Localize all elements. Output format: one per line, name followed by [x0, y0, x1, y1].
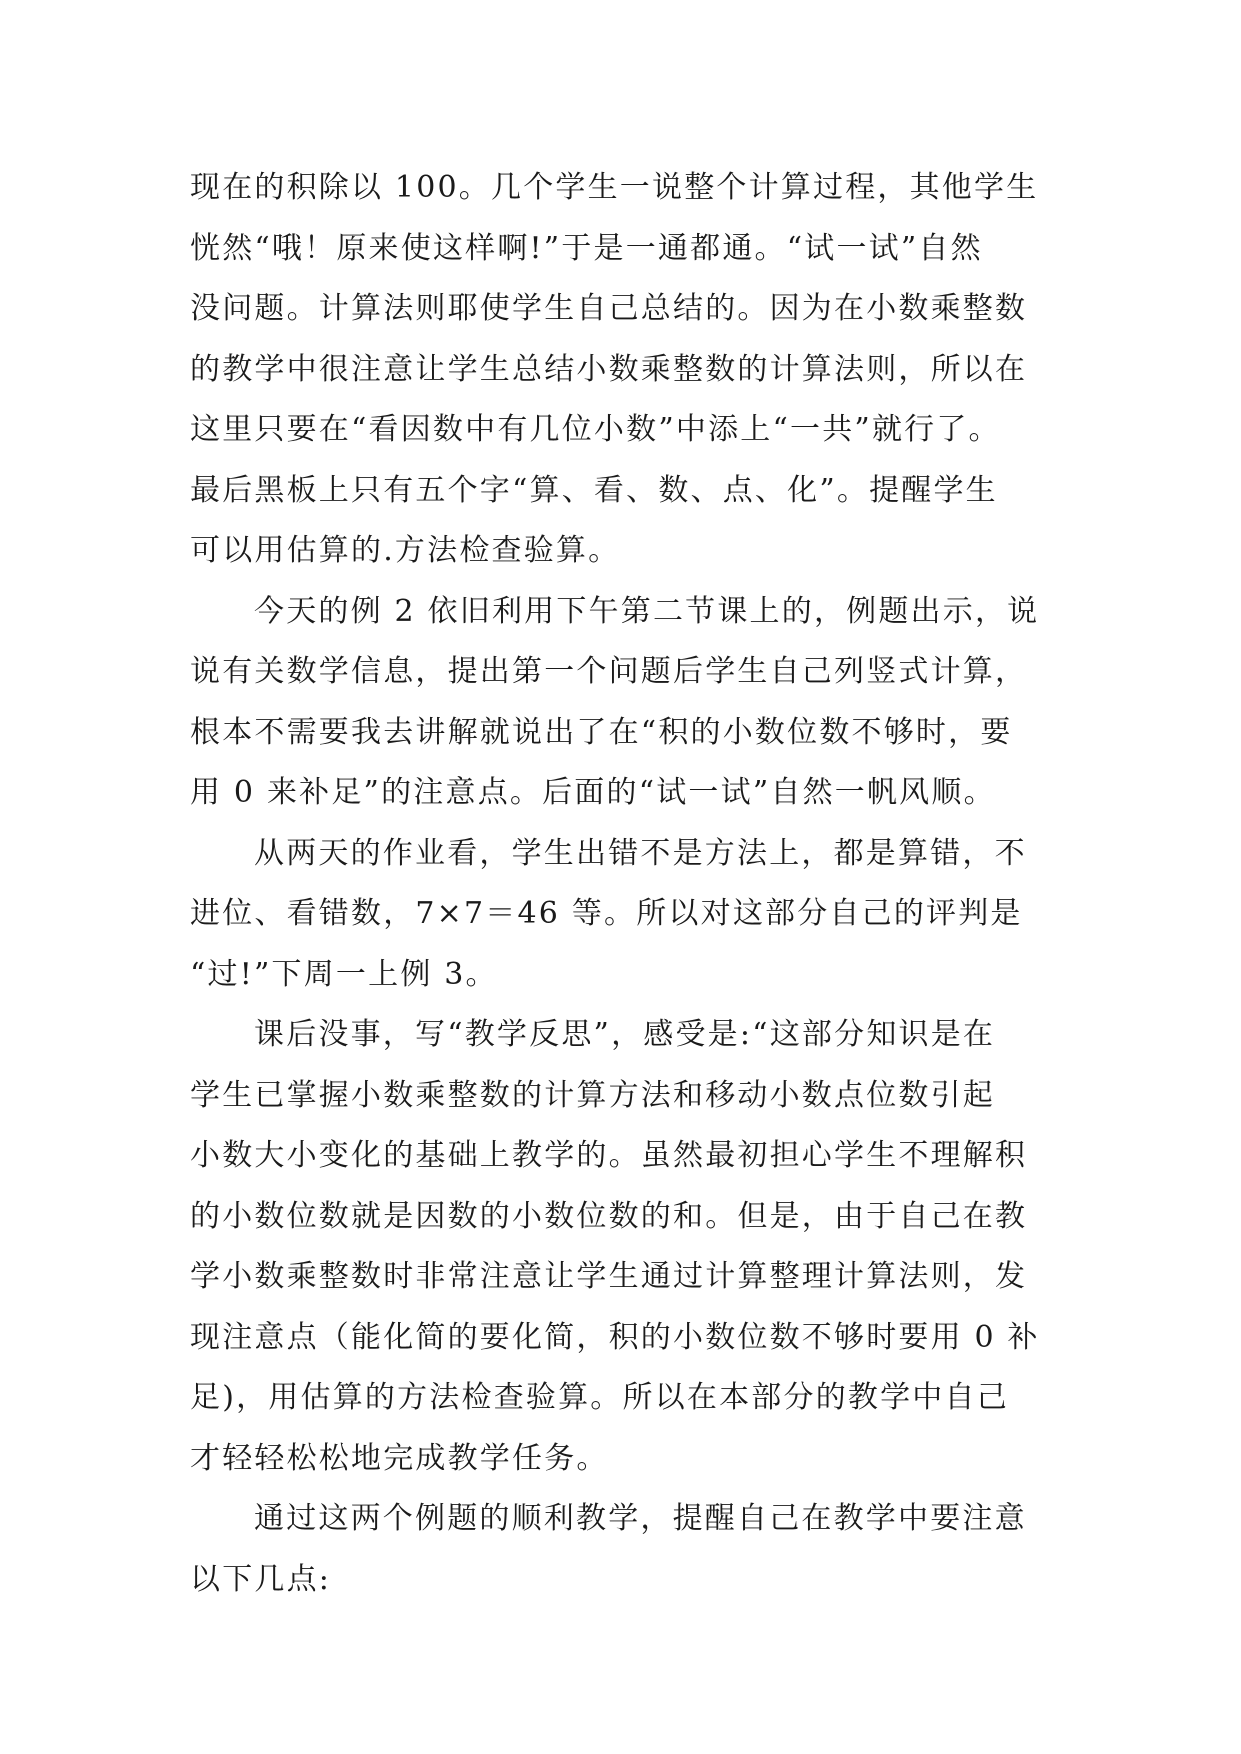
- text-line: “过!”下周一上例 3。: [190, 956, 498, 992]
- text-line: 现注意点（能化简的要化简，积的小数位数不够时要用 0 补: [190, 1319, 1040, 1355]
- text-line: 这里只要在“看因数中有几位小数”中添上“一共”就行了。: [190, 412, 1001, 447]
- text-line: 没问题。计算法则耶使学生自己总结的。因为在小数乘整数: [190, 291, 1028, 326]
- text-line: 的教学中很注意让学生总结小数乘整数的计算法则，所以在: [190, 351, 1028, 387]
- text-line: 小数大小变化的基础上教学的。虽然最初担心学生不理解积: [190, 1138, 1028, 1173]
- text-line: 足)，用估算的方法检查验算。所以在本部分的教学中自己: [190, 1380, 1009, 1415]
- paragraph-start-line: 从两天的作业看，学生出错不是方法上，都是算错，不: [254, 835, 1027, 871]
- text-line: 可以用估算的.方法检查验算。: [190, 533, 621, 568]
- text-line: 以下几点:: [190, 1561, 332, 1597]
- text-line: 进位、看错数，7×7＝46 等。所以对这部分自己的评判是: [190, 896, 1023, 931]
- text-line: 根本不需要我去讲解就说出了在“积的小数位数不够时，要: [190, 714, 1013, 750]
- text-line: 学小数乘整数时非常注意让学生通过计算整理计算法则，发: [190, 1259, 1028, 1294]
- text-line: 现在的积除以 100。几个学生一说整个计算过程，其他学生: [190, 170, 1039, 205]
- text-line: 学生已掌握小数乘整数的计算方法和移动小数点位数引起: [190, 1077, 995, 1113]
- text-line: 用 0 来补足”的注意点。后面的“试一试”自然一帆风顺。: [190, 775, 996, 810]
- body-text: [190, 158, 1062, 1610]
- text-line: 最后黑板上只有五个字“算、看、数、点、化”。提醒学生: [190, 472, 998, 508]
- text-line: 的小数位数就是因数的小数位数的和。但是，由于自己在教: [190, 1198, 1028, 1234]
- paragraph-start-line: 通过这两个例题的顺利教学，提醒自己在教学中要注意: [254, 1501, 1027, 1536]
- text-line: 说有关数学信息，提出第一个问题后学生自己列竖式计算，: [190, 654, 1028, 689]
- paragraph-start-line: 今天的例 2 依旧利用下午第二节课上的，例题出示，说: [254, 593, 1040, 629]
- text-line: 才轻轻松松地完成教学任务。: [190, 1440, 609, 1476]
- text-line: 恍然“哦！原来使这样啊!”于是一通都通。“试一试”自然: [190, 230, 983, 266]
- paragraph-start-line: 课后没事，写“教学反思”，感受是:“这部分知识是在: [254, 1017, 996, 1052]
